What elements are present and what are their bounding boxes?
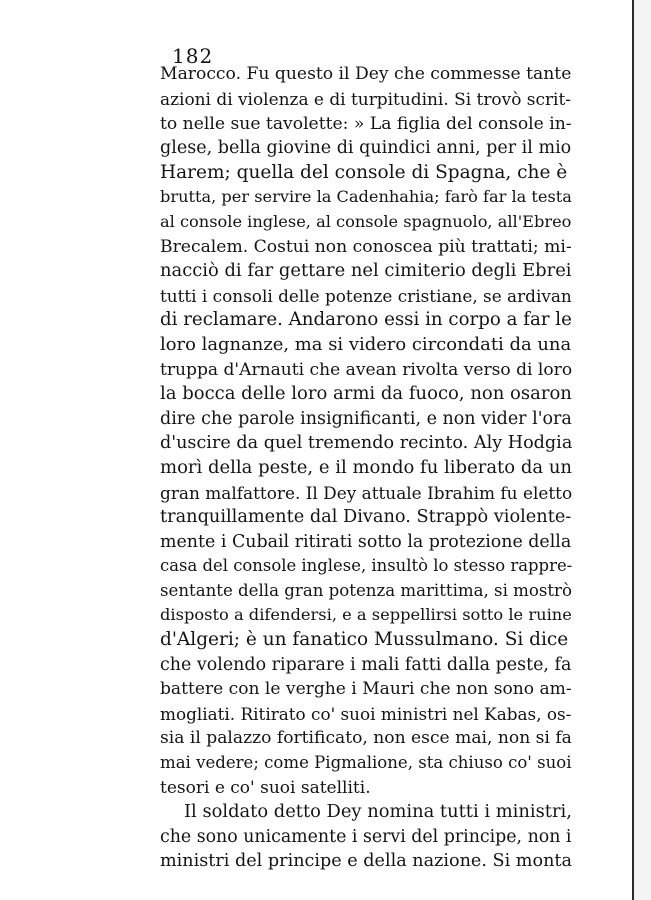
text-line: brutta, per servire la Cadenhahia; farò far la testa (160, 187, 572, 207)
text-line: morì della peste, e il mondo fu liberato da un (160, 456, 573, 478)
text-line: truppa d'Arnauti che avean rivolta verso di loro (160, 359, 573, 380)
text-line: loro lagnanze, ma si videro circondati da una (160, 333, 572, 355)
text-line: tesori e co' suoi satelliti. (160, 777, 371, 798)
text-line: Brecalem. Costui non conoscea più trattati; mi- (160, 236, 572, 257)
text-line: mai vedere; come Pigmalione, sta chiuso co' suoi (160, 753, 572, 773)
text-line: battere con le verghe i Mauri che non sono am- (160, 679, 572, 700)
text-line: nacciò di far gettare nel cimiterio degli Ebrei (160, 260, 572, 282)
text-line: d'uscire da quel tremendo recinto. Aly Hodgia (160, 433, 573, 454)
page-number: 182 (172, 44, 214, 68)
page-binding-shadow (634, 0, 651, 900)
text-line: che sono unicamente i servi del principe, non i (160, 826, 572, 847)
text-line: Harem; quella del console di Spagna, che è (160, 161, 568, 183)
text-line: casa del console inglese, insultò lo stesso rappre- (160, 556, 573, 576)
text-line: mogliati. Ritirato co' suoi ministri nel Kabas, os- (160, 703, 572, 724)
text-line: azioni di violenza e di turpitudini. Si trovò scrit- (160, 89, 571, 109)
text-line: glese, bella giovine di quindici anni, per il mio (160, 138, 572, 159)
text-line: al console inglese, al console spagnuolo, all'Ebreo (160, 211, 572, 231)
text-line: d'Algeri; è un fanatico Mussulmano. Si dice (160, 629, 569, 651)
text-line: mente i Cubail ritirati sotto la protezione della (160, 531, 572, 552)
text-line: la bocca delle loro armi da fuoco, non osaron (160, 383, 572, 405)
text-line: sia il palazzo fortificato, non esce mai, non si fa (160, 728, 572, 749)
text-line: ministri del principe e della nazione. Si monta (160, 851, 572, 872)
page-binding-edge (632, 0, 634, 900)
text-line: dire che parole insignificanti, e non vider l'ora (160, 408, 572, 429)
text-line: Marocco. Fu questo il Dey che commesse tante (160, 64, 572, 84)
text-body (160, 62, 572, 874)
text-line: che volendo riparare i mali fatti dalla peste, fa (160, 654, 572, 675)
text-line: disposto a difendersi, e a seppellirsi sotto le ruine (160, 605, 572, 625)
text-line: tranquillamente dal Divano. Strappò violente- (160, 507, 572, 528)
text-line: gran malfattore. Il Dey attuale Ibrahim fu eletto (160, 482, 573, 503)
text-line: to nelle sue tavolette: » La figlia del console in- (160, 113, 572, 134)
text-line: sentante della gran potenza marittima, si mostrò (160, 580, 572, 600)
text-line-paragraph-start: Il soldato detto Dey nomina tutti i ministri, (184, 801, 572, 823)
text-line: di reclamare. Andarono essi in corpo a far le (160, 309, 572, 331)
text-line: tutti i consoli delle potenze cristiane, se ardivan (160, 285, 572, 306)
